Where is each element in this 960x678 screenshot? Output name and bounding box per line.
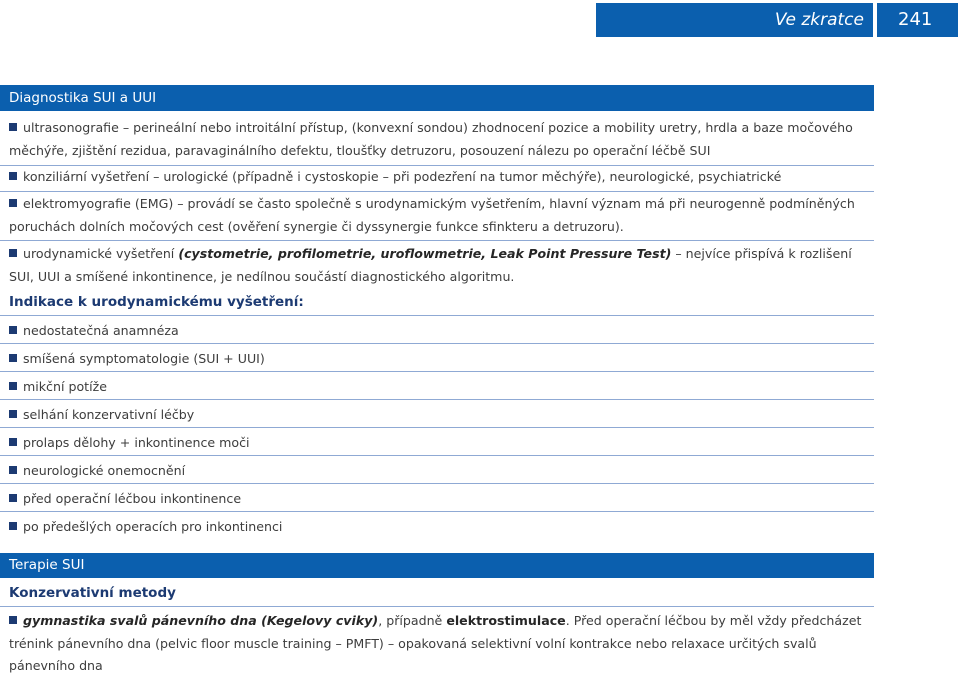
urodynamics-methods: (cystometrie, profilometrie, uroflowmetrie, Leak Point Pressure Test) <box>178 246 672 261</box>
divider <box>0 191 874 192</box>
divider <box>0 371 874 372</box>
square-bullet-icon <box>9 172 17 180</box>
square-bullet-icon <box>9 354 17 362</box>
therapy-method: gymnastika svalů pánevního dna (Kegelovy cviky) <box>23 613 379 628</box>
therapy-title: Terapie SUI <box>9 557 85 573</box>
urodynamics-rest: – nejvíce přispívá k rozlišení SUI, UUI a smíšené inkontinence, je nedílnou součástí diagnostického algoritmu. <box>9 246 852 284</box>
list-item <box>9 376 877 399</box>
list-item <box>9 460 877 483</box>
square-bullet-icon <box>9 494 17 502</box>
list-item-text: po předešlých operacích pro inkontinenci <box>23 519 283 534</box>
list-item-text: smíšená symptomatologie (SUI + UUI) <box>23 351 265 366</box>
square-bullet-icon <box>9 326 17 334</box>
list-item <box>9 117 877 162</box>
list-item <box>9 166 877 189</box>
section-title-tab <box>596 3 873 37</box>
list-item <box>9 243 877 288</box>
therapy-subtitle: Konzervativní metody <box>9 585 176 601</box>
page-number-tab <box>877 3 958 37</box>
list-item <box>9 404 877 427</box>
therapy-connector: , případně <box>378 613 447 628</box>
list-item-text: neurologické onemocnění <box>23 463 186 478</box>
therapy-electrostimulation: elektrostimulace <box>446 613 566 628</box>
divider <box>0 483 874 484</box>
square-bullet-icon <box>9 123 17 131</box>
section-title: Ve zkratce <box>774 10 864 30</box>
square-bullet-icon <box>9 466 17 474</box>
diagnostics-title: Diagnostika SUI a UUI <box>9 90 157 106</box>
list-item-text: ultrasonografie – perineální nebo introitální přístup, (konvexní sondou) zhodnocení pozice a mobility uretry, hrdla a baze močového měchýře, zjištění rezidua, paravaginálního defektu, tloušťky detruzoru, posouzení nálezu po operační léčbě SUI <box>9 120 853 158</box>
divider <box>0 511 874 512</box>
urodynamics-lead: urodynamické vyšetření <box>23 246 175 261</box>
page-number: 241 <box>898 9 933 30</box>
therapy-rest: . Před operační léčbou by měl vždy předcházet trénink pánevního dna (pelvic floor muscle training – PMFT) – opakovaná selektivní volní kontrakce nebo relaxace určitých svalů pánevního dna <box>9 613 862 673</box>
list-item-text: konziliární vyšetření – urologické (případně i cystoskopie – při podezření na tumor měchýře), neurologické, psychiatrické <box>23 169 782 184</box>
list-item <box>9 516 877 539</box>
square-bullet-icon <box>9 249 17 257</box>
list-item <box>9 193 877 238</box>
list-item <box>9 320 877 343</box>
square-bullet-icon <box>9 616 17 624</box>
list-item <box>9 348 877 371</box>
list-item <box>9 488 877 511</box>
list-item-text: prolaps dělohy + inkontinence moči <box>23 435 250 450</box>
list-item <box>9 610 877 678</box>
list-item-text: elektromyografie (EMG) – provádí se často společně s urodynamickým vyšetřením, hlavní význam má při neurogenně podmíněných poruchách dolních močových cest (ověření synergie či dyssynergie funkce sfinkteru a detruzoru). <box>9 196 855 234</box>
therapy-title-bar <box>0 553 874 578</box>
divider <box>0 606 874 607</box>
list-item <box>9 432 877 455</box>
square-bullet-icon <box>9 522 17 530</box>
list-item-text: před operační léčbou inkontinence <box>23 491 242 506</box>
indications-title: Indikace k urodynamickému vyšetření: <box>9 294 304 310</box>
list-item-text: selhání konzervativní léčby <box>23 407 195 422</box>
list-item-text: mikční potíže <box>23 379 107 394</box>
list-item-text: nedostatečná anamnéza <box>23 323 179 338</box>
square-bullet-icon <box>9 438 17 446</box>
diagnostics-title-bar <box>0 85 874 111</box>
divider <box>0 455 874 456</box>
square-bullet-icon <box>9 410 17 418</box>
square-bullet-icon <box>9 382 17 390</box>
divider <box>0 399 874 400</box>
divider <box>0 427 874 428</box>
divider <box>0 343 874 344</box>
divider <box>0 315 874 316</box>
square-bullet-icon <box>9 199 17 207</box>
divider <box>0 240 874 241</box>
